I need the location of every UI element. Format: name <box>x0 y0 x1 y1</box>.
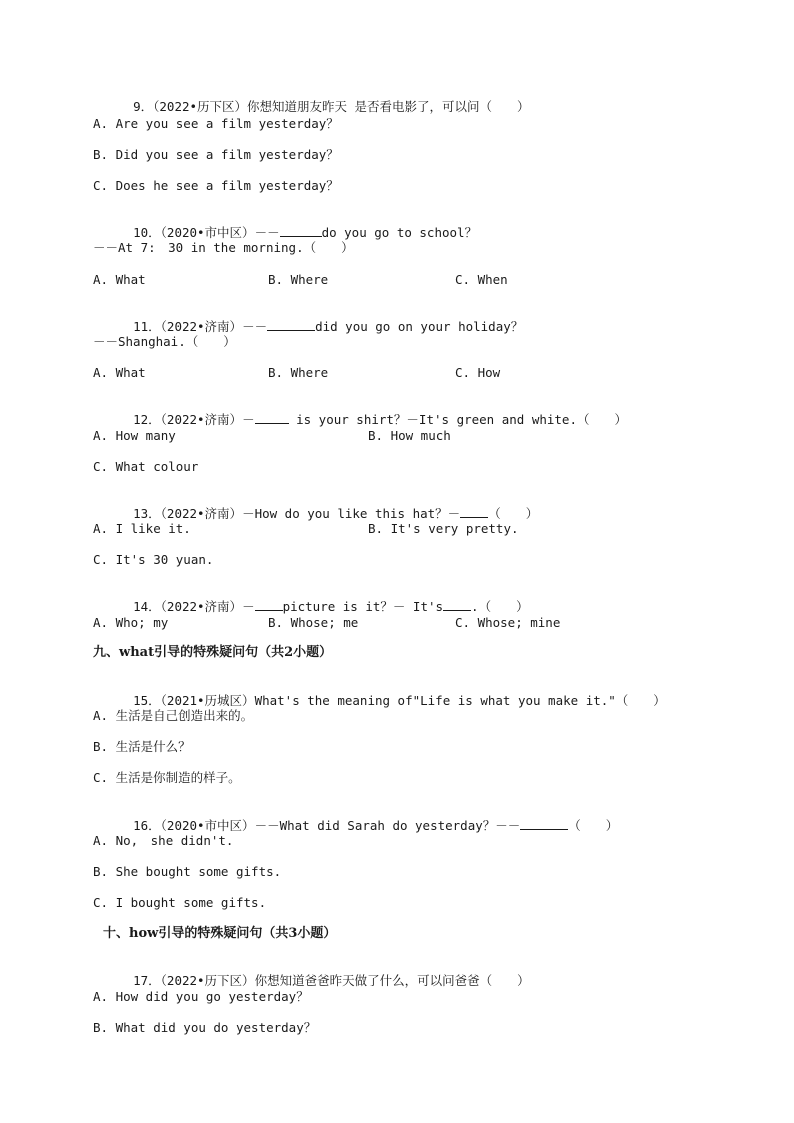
question-stem: （ ） <box>568 818 619 833</box>
question-source: （2020•市中区） <box>160 225 255 240</box>
question-number: 11． <box>133 319 161 334</box>
question-number: 15． <box>133 693 161 708</box>
question-source: （2022•济南） <box>160 599 243 614</box>
option-10a[interactable]: A. What <box>93 272 146 287</box>
option-12a[interactable]: A. How many <box>93 428 176 443</box>
question-source: （2022•历下区） <box>160 973 255 988</box>
question-number: 12． <box>133 412 161 427</box>
answer-blank[interactable] <box>443 599 471 611</box>
question-stem: （ ） <box>488 506 539 521</box>
question-number: 14． <box>133 599 161 614</box>
answer-blank[interactable] <box>255 412 289 424</box>
question-stem: － <box>242 599 255 614</box>
question-12 <box>103 396 627 444</box>
question-stem: －－What did Sarah do yesterday？－－ <box>254 818 521 833</box>
question-stem: 你想知道爸爸昨天做了什么，可以问爸爸（ ） <box>254 973 530 988</box>
option-14b[interactable]: B. Whose; me <box>268 615 359 630</box>
option-16a[interactable]: A. No, she didn't. <box>93 833 234 848</box>
option-15c[interactable]: C. 生活是你制造的样子。 <box>93 770 241 785</box>
question-stem: did you go on your holiday？ <box>315 319 524 334</box>
question-source: （2020•市中区） <box>160 818 255 833</box>
option-11a[interactable]: A. What <box>93 365 146 380</box>
question-stem: is your shirt？－It's green and white.（ ） <box>288 412 627 427</box>
answer-blank[interactable] <box>267 319 315 331</box>
question-source: （2022•济南） <box>160 319 243 334</box>
option-16b[interactable]: B. She bought some gifts. <box>93 864 282 879</box>
question-stem: －How do you like this hat？－ <box>242 506 461 521</box>
option-9a[interactable]: A. Are you see a film yesterday？ <box>93 116 339 131</box>
section-heading-how: 十、how引导的特殊疑问句（共3小题） <box>103 926 337 941</box>
question-stem: －－ <box>254 225 280 240</box>
option-10b[interactable]: B. Where <box>268 272 329 287</box>
question-source: （2022•济南） <box>160 506 243 521</box>
option-12c[interactable]: C. What colour <box>93 459 199 474</box>
question-number: 9． <box>133 99 154 114</box>
option-11b[interactable]: B. Where <box>268 365 329 380</box>
question-number: 17． <box>133 973 161 988</box>
question-number: 13． <box>133 506 161 521</box>
option-14a[interactable]: A. Who; my <box>93 615 169 630</box>
section-heading-what: 九、what引导的特殊疑问句（共2小题） <box>93 645 333 660</box>
question-stem: －－ <box>242 319 268 334</box>
option-13a[interactable]: A. I like it. <box>93 521 191 536</box>
question-number: 10． <box>133 225 161 240</box>
question-stem: What's the meaning of"Life is what you make it."（ ） <box>254 693 666 708</box>
answer-blank[interactable] <box>520 818 568 830</box>
option-13c[interactable]: C. It's 30 yuan. <box>93 552 214 567</box>
question-11-reply: －－Shanghai.（ ） <box>93 334 236 349</box>
question-stem: 你想知道朋友昨天 是否看电影了，可以问（ ） <box>247 99 530 114</box>
option-16c[interactable]: C. I bought some gifts. <box>93 895 267 910</box>
option-10c[interactable]: C. When <box>455 272 508 287</box>
question-number: 16． <box>133 818 161 833</box>
answer-blank[interactable] <box>280 225 322 237</box>
answer-blank[interactable] <box>255 599 283 611</box>
option-13b[interactable]: B. It's very pretty. <box>368 521 519 536</box>
question-source: （2022•济南） <box>160 412 243 427</box>
option-15b[interactable]: B. 生活是什么？ <box>93 739 191 754</box>
question-stem: － <box>242 412 255 427</box>
option-9b[interactable]: B. Did you see a film yesterday？ <box>93 147 339 162</box>
option-17a[interactable]: A. How did you go yesterday？ <box>93 989 309 1004</box>
question-10-reply: －－At 7: 30 in the morning.（ ） <box>93 240 354 255</box>
question-stem: .（ ） <box>471 599 529 614</box>
question-stem: picture is it？－ It's <box>282 599 444 614</box>
answer-blank[interactable] <box>460 506 488 518</box>
option-15a[interactable]: A. 生活是自己创造出来的。 <box>93 708 254 723</box>
option-11c[interactable]: C. How <box>455 365 501 380</box>
question-stem: do you go to school？ <box>321 225 478 240</box>
question-source: （2021•历城区） <box>160 693 255 708</box>
option-17b[interactable]: B. What did you do yesterday？ <box>93 1020 317 1035</box>
option-14c[interactable]: C. Whose; mine <box>455 615 561 630</box>
option-9c[interactable]: C. Does he see a film yesterday？ <box>93 178 339 193</box>
question-source: （2022•历下区） <box>153 99 248 114</box>
option-12b[interactable]: B. How much <box>368 428 451 443</box>
